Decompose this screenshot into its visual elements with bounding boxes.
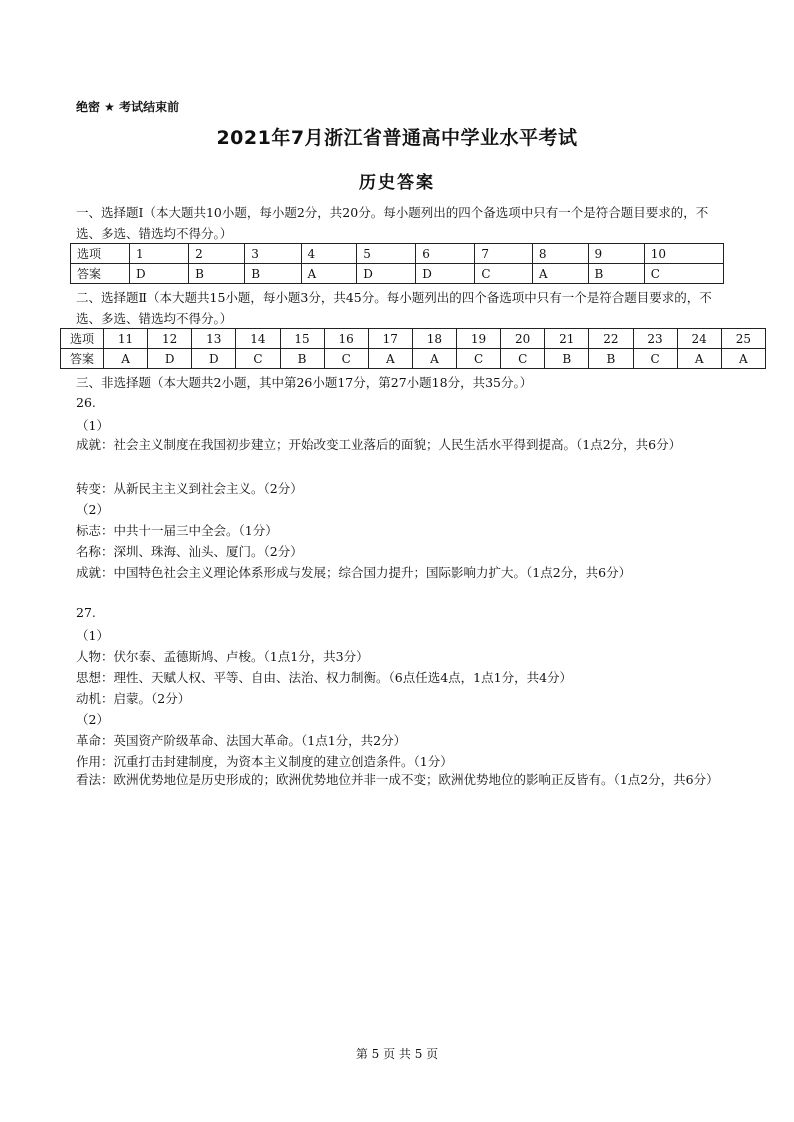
q27-part1-label: （1） <box>76 628 109 643</box>
answer-cell: D <box>416 264 475 284</box>
answer-cell: B <box>189 264 245 284</box>
answer-cell: B <box>280 349 324 369</box>
q26-part1-label: （1） <box>76 418 109 433</box>
question-26-number: 26. <box>76 395 96 410</box>
answer-cell: C <box>633 349 677 369</box>
exam-title: 2021年7月浙江省普通高中学业水平考试 <box>216 127 578 149</box>
question-number: 21 <box>545 329 589 349</box>
answer-cell: D <box>130 264 189 284</box>
question-number: 16 <box>324 329 368 349</box>
question-number: 18 <box>412 329 456 349</box>
question-number: 20 <box>501 329 545 349</box>
question-number: 5 <box>357 244 416 264</box>
q26-transition: 转变：从新民主主义到社会主义。（2分） <box>76 481 303 496</box>
row-label-answers: 答案 <box>71 264 130 284</box>
answer-cell: C <box>644 264 723 284</box>
answer-cell: A <box>677 349 721 369</box>
row-label-options: 选项 <box>71 244 130 264</box>
question-number: 25 <box>721 329 765 349</box>
question-number: 13 <box>192 329 236 349</box>
question-number: 10 <box>644 244 723 264</box>
question-number: 11 <box>104 329 148 349</box>
answer-cell: A <box>104 349 148 369</box>
table-row <box>61 349 766 369</box>
q27-part2-label: （2） <box>76 712 109 727</box>
question-number: 7 <box>475 244 533 264</box>
answer-cell: B <box>545 349 589 369</box>
section1-answer-table <box>70 243 724 284</box>
q26-achievement: 成就：社会主义制度在我国初步建立；开始改变工业落后的面貌；人民生活水平得到提高。（1点2分，共6分） <box>76 437 682 452</box>
question-number: 24 <box>677 329 721 349</box>
question-number: 14 <box>236 329 280 349</box>
q26-achievement2: 成就：中国特色社会主义理论体系形成与发展；综合国力提升；国际影响力扩大。（1点2分，共6分） <box>76 565 632 580</box>
q27-motive: 动机：启蒙。（2分） <box>76 691 191 706</box>
question-number: 4 <box>301 244 357 264</box>
table-row <box>71 244 724 264</box>
answer-cell: B <box>589 349 633 369</box>
page-number: 第 5 页 共 5 页 <box>355 1047 439 1061</box>
answer-cell: C <box>475 264 533 284</box>
answer-cell: C <box>501 349 545 369</box>
answer-cell: A <box>721 349 765 369</box>
question-number: 8 <box>532 244 588 264</box>
answer-cell: A <box>301 264 357 284</box>
q27-effect: 作用：沉重打击封建制度，为资本主义制度的建立创造条件。（1分） <box>76 754 453 769</box>
row-label-answers: 答案 <box>61 349 104 369</box>
table-row <box>71 264 724 284</box>
question-number: 22 <box>589 329 633 349</box>
answer-cell: D <box>357 264 416 284</box>
question-number: 15 <box>280 329 324 349</box>
answer-key-title: 历史答案 <box>359 173 435 193</box>
row-label-options: 选项 <box>61 329 104 349</box>
q27-revolution: 革命：英国资产阶级革命、法国大革命。（1点1分，共2分） <box>76 733 407 748</box>
q27-people: 人物：伏尔泰、孟德斯鸠、卢梭。（1点1分，共3分） <box>76 649 369 664</box>
q27-thought: 思想：理性、天赋人权、平等、自由、法治、权力制衡。（6点任选4点，1点1分，共4分） <box>76 670 573 685</box>
question-number: 9 <box>588 244 644 264</box>
section3-intro: 三、非选择题（本大题共2小题，其中第26小题17分，第27小题18分，共35分。） <box>76 375 533 390</box>
section1-intro: 一、选择题Ⅰ（本大题共10小题，每小题2分，共20分。每小题列出的四个备选项中只有一个是符合题目要求的，不选、多选、错选均不得分。） <box>76 205 709 241</box>
question-27-number: 27. <box>76 605 96 620</box>
section2-intro: 二、选择题Ⅱ（本大题共15小题，每小题3分，共45分。每小题列出的四个备选项中只有一个是符合题目要求的，不选、多选、错选均不得分。） <box>76 290 712 326</box>
answer-cell: C <box>236 349 280 369</box>
q27-view: 看法：欧洲优势地位是历史形成的；欧洲优势地位并非一成不变；欧洲优势地位的影响正反皆有。（1点2分，共6分） <box>76 772 719 787</box>
question-number: 12 <box>148 329 192 349</box>
answer-cell: D <box>148 349 192 369</box>
answer-cell: A <box>532 264 588 284</box>
answer-cell: A <box>368 349 412 369</box>
answer-cell: C <box>457 349 501 369</box>
question-number: 2 <box>189 244 245 264</box>
q26-sign: 标志：中共十一届三中全会。（1分） <box>76 523 278 538</box>
table-row <box>61 329 766 349</box>
question-number: 1 <box>130 244 189 264</box>
answer-cell: C <box>324 349 368 369</box>
answer-cell: A <box>412 349 456 369</box>
section2-answer-table <box>60 328 766 369</box>
q26-part2-label: （2） <box>76 502 109 517</box>
confidential-mark: 绝密 ★ 考试结束前 <box>76 100 180 114</box>
question-number: 17 <box>368 329 412 349</box>
answer-cell: B <box>588 264 644 284</box>
question-number: 23 <box>633 329 677 349</box>
question-number: 6 <box>416 244 475 264</box>
question-number: 19 <box>457 329 501 349</box>
question-number: 3 <box>245 244 301 264</box>
answer-cell: B <box>245 264 301 284</box>
q26-names: 名称：深圳、珠海、汕头、厦门。（2分） <box>76 544 303 559</box>
answer-cell: D <box>192 349 236 369</box>
